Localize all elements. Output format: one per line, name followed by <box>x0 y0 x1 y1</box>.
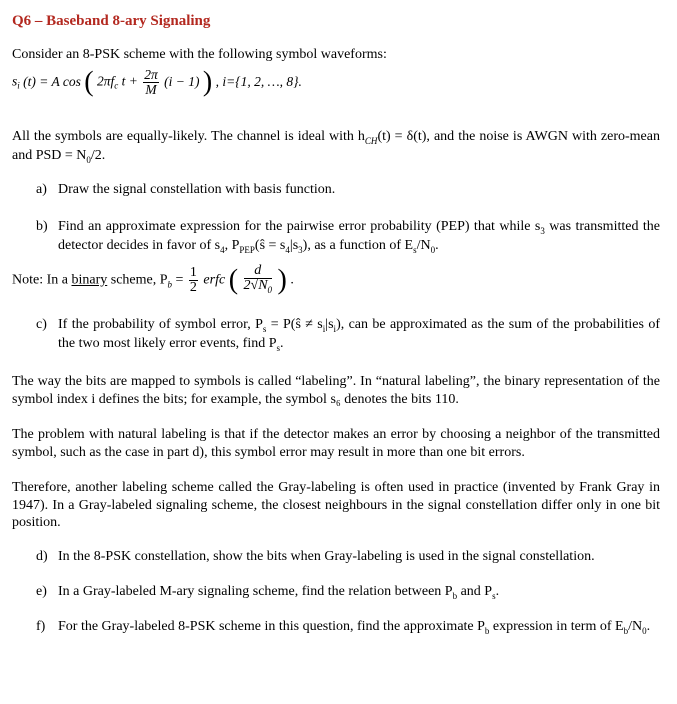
binary-note: Note: In a binary scheme, $P_b$ = $\frac{1}{2}$ erfc ( $\frac{d}{2√N_0}$ ) . <box>12 263 294 296</box>
note-mid-sub: b <box>167 279 173 290</box>
eq-frac-num: 2π <box>144 67 158 82</box>
eq-term1-sub: c <box>114 80 119 91</box>
part-b-t6: ), as a function of E <box>302 238 414 254</box>
part-c-t1: If the probability of symbol error, P <box>58 317 263 332</box>
part-b-s4: 4 <box>285 244 290 255</box>
symbol-waveform-equation: $s_i$ (t) = A cos ( $2\pi f_c$ t + $\frac{2\pi}{M}$ (i − 1) ) , i={1, 2, …, 8}. <box>12 66 302 98</box>
note-mid: scheme, P <box>107 272 168 288</box>
part-f-text <box>58 618 660 637</box>
part-f-label: f) <box>36 619 46 634</box>
eq-tail: (i − 1) <box>164 74 200 90</box>
part-e-s2: s <box>492 590 496 601</box>
part-b-label: b) <box>36 219 48 234</box>
eq-fraction <box>143 68 159 97</box>
intro-text: Consider an 8-PSK scheme with the following symbol waveforms: <box>12 47 387 62</box>
part-b-s3: PEP <box>239 244 255 255</box>
part-c-label: c) <box>36 317 47 332</box>
part-f-t4: . <box>646 619 651 634</box>
part-b-t2: was transmitted the detector decides in favor of s <box>58 219 660 254</box>
part-f-s3: 0 <box>642 625 647 636</box>
part-b-s6: s <box>413 244 417 255</box>
part-c-s1: s <box>262 323 267 334</box>
note-prefix: Note: In a <box>12 272 72 288</box>
part-f-t3: /N <box>628 619 643 634</box>
part-b-t3: , P <box>224 238 240 254</box>
channel-sub2: 0 <box>86 154 91 165</box>
question-title: Q6 – Baseband 8-ary Signaling <box>12 13 211 29</box>
part-c-t4: ), can be approximated as the sum of the probabilities of the two most likely error events, find P <box>58 317 660 352</box>
part-e-s1: b <box>452 590 458 601</box>
note-end: . <box>290 272 294 288</box>
part-e-label: e) <box>36 584 47 599</box>
note-d-den: 2√N <box>243 278 268 293</box>
part-c-t3: |s <box>325 317 334 332</box>
part-e-t3: . <box>495 584 500 599</box>
note-half-num: 1 <box>189 264 197 280</box>
eq-frac-den: M <box>145 82 157 97</box>
eq-term1-tail: t + <box>121 73 138 89</box>
part-f-s2: b <box>623 625 629 636</box>
channel-paragraph <box>12 128 660 166</box>
part-c-s2: i <box>322 323 326 334</box>
gray-labeling-paragraph: Therefore, another labeling scheme called the Gray-labeling is often used in practice (invented by Frank Gray in 1947). In a Gray-labeled signaling scheme, the closest neighbours in the signal constellation differ only in one bit position. <box>12 480 660 530</box>
part-c-s3: i <box>333 323 337 334</box>
channel-text2: (t) = δ(t), and the noise is AWGN with zero-mean and PSD = N <box>12 129 660 164</box>
eq-term1: 2πf <box>96 73 115 89</box>
note-d-fraction <box>244 264 273 297</box>
eq-lhs: s <box>12 73 18 89</box>
part-f-s1: b <box>484 625 490 636</box>
note-half-fraction <box>189 266 198 295</box>
channel-sub: CH <box>364 135 378 146</box>
part-a-text: Draw the signal constellation with basis function. <box>58 182 336 197</box>
part-b-s5: 3 <box>298 244 303 255</box>
part-c-t5: . <box>280 336 284 352</box>
eq-lhs-sub: i <box>17 80 20 91</box>
part-b-s7: 0 <box>430 244 436 255</box>
part-b-s2: 4 <box>220 244 225 255</box>
part-d-text: In the 8-PSK constellation, show the bits when Gray-labeling is used in the signal constellation. <box>58 549 595 564</box>
part-d-label: d) <box>36 549 48 564</box>
labeling-paragraph: The way the bits are mapped to symbols is called “labeling”. In “natural labeling”, the binary representation of the symbol index i defines the bits; for example, the symbol s₆ denotes the bits 110. <box>12 374 660 407</box>
channel-text3: /2. <box>90 148 106 164</box>
part-e-text <box>58 583 660 602</box>
eq-lhs-arg: (t) = A cos <box>23 74 81 90</box>
part-b-s1: 3 <box>540 225 545 236</box>
part-a-label: a) <box>36 182 47 197</box>
note-erfc: erfc <box>203 272 226 288</box>
part-b-t7: /N <box>416 238 431 254</box>
part-f-t1: For the Gray-labeled 8-PSK scheme in this question, find the approximate P <box>58 619 485 634</box>
note-underlined: binary <box>71 272 108 288</box>
part-c-text <box>58 316 660 354</box>
note-eq: = <box>172 272 187 288</box>
channel-text: All the symbols are equally-likely. The channel is ideal with h <box>12 129 365 144</box>
part-b-t1: Find an approximate expression for the pairwise error probability (PEP) that while s <box>58 219 541 234</box>
part-e-t1: In a Gray-labeled M-ary signaling scheme, find the relation between P <box>58 584 453 599</box>
part-e-t2: and P <box>457 584 493 599</box>
note-d-den-sub: 0 <box>267 284 273 295</box>
part-b-t8: . <box>435 238 439 254</box>
part-b-text <box>58 218 660 256</box>
part-b-t4: (ŝ = s <box>254 238 286 254</box>
part-c-s4: s <box>276 342 281 353</box>
eq-index-set: , i={1, 2, …, 8}. <box>215 74 302 90</box>
note-half-den: 2 <box>189 279 197 295</box>
natural-labeling-problem-paragraph: The problem with natural labeling is that if the detector makes an error by choosing a neighbor of the transmitted symbol, such as the case in part d), this symbol error may result in more than one bit errors. <box>12 427 660 460</box>
note-d-num: d <box>244 264 273 279</box>
part-f-t2: expression in term of E <box>489 619 624 634</box>
part-c-t2: = P(ŝ ≠ s <box>266 317 323 332</box>
part-b-t5: |s <box>289 238 299 254</box>
